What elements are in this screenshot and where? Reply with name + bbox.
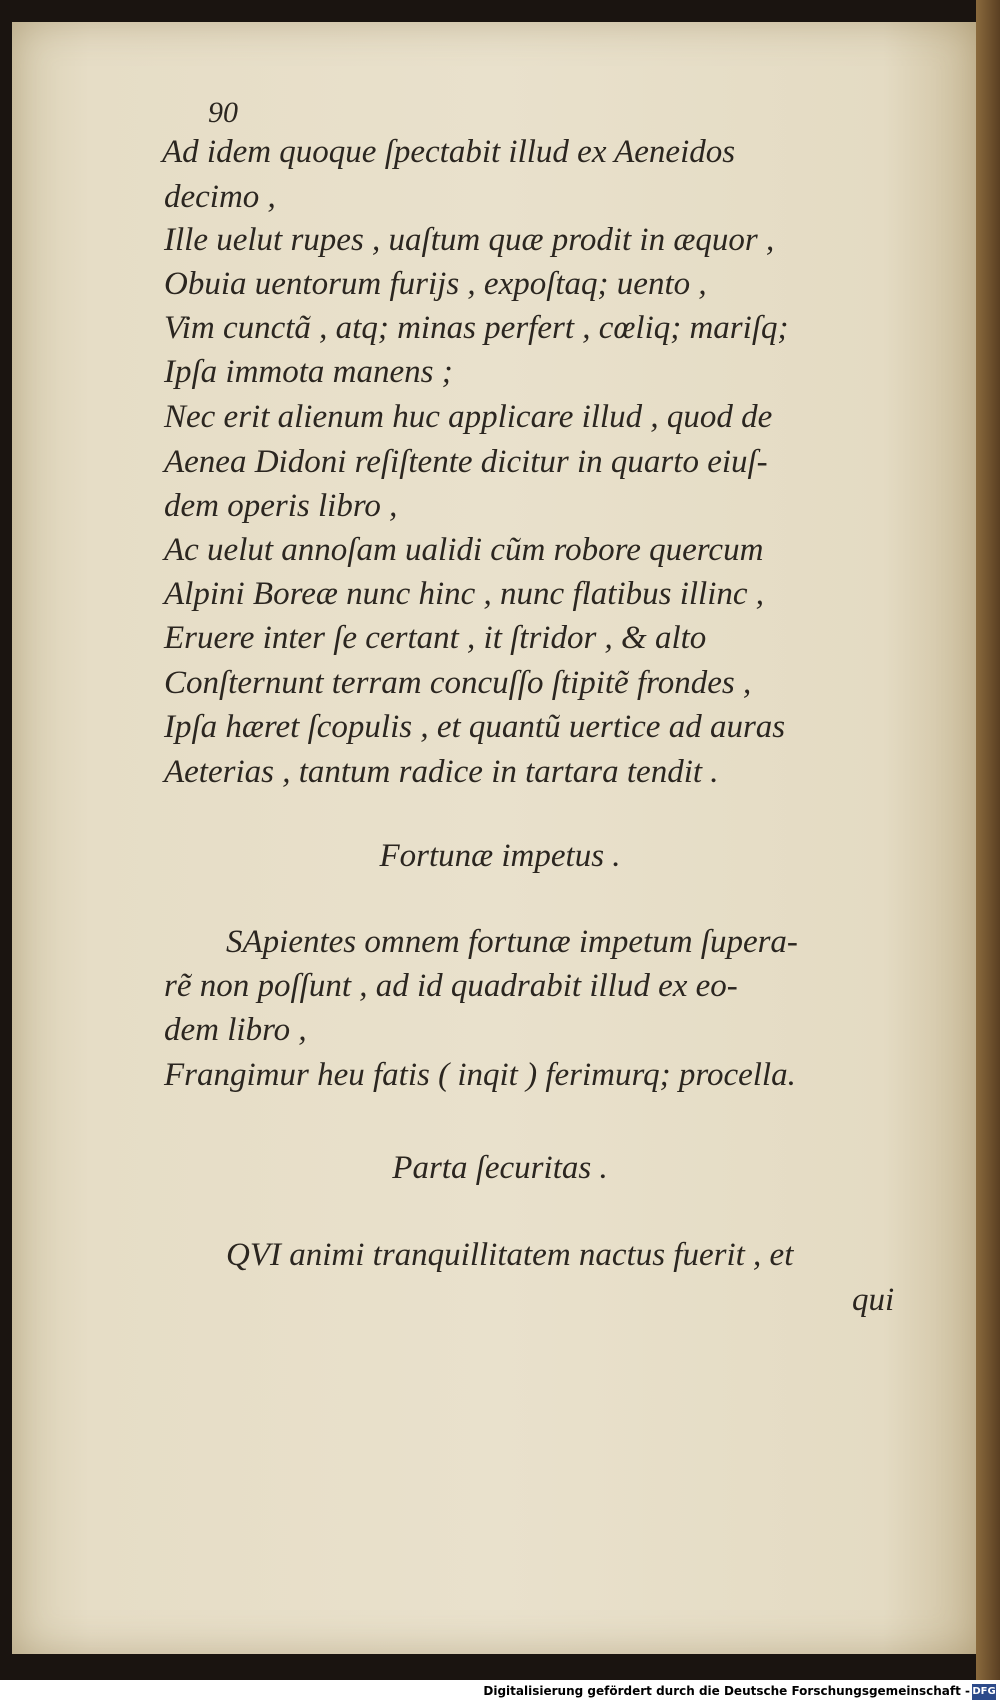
- text-line: SApientes omnem fortunæ impetum ſupera-: [226, 924, 798, 960]
- section-heading: Parta ſecuritas .: [392, 1150, 608, 1186]
- funding-credit: Digitalisierung gefördert durch die Deutsche Forschungsgemeinschaft -: [483, 1684, 970, 1698]
- section-heading: Fortunæ impetus .: [379, 838, 621, 874]
- text-line: QVI animi tranquillitatem nactus fuerit , et: [226, 1237, 794, 1273]
- text-line: Aenea Didoni reſiſtente dicitur in quarto eiuſ-: [164, 444, 768, 480]
- text-line: Ac uelut annoſam ualidi cũm robore quercum: [164, 532, 764, 568]
- text-line: Alpini Boreæ nunc hinc , nunc flatibus illinc ,: [164, 576, 765, 612]
- text-line: rẽ non poſſunt , ad id quadrabit illud ex eo-: [164, 968, 738, 1004]
- text-line: dem operis libro ,: [164, 488, 398, 524]
- text-line: Frangimur heu fatis ( inqit ) ferimurq; procella.: [164, 1057, 796, 1093]
- footer-bar: [0, 1680, 1000, 1704]
- text-line: Ipſa immota manens ;: [164, 354, 453, 390]
- text-line: Vim cunctã , atq; minas perfert , cœliq; mariſq;: [164, 310, 789, 346]
- text-line: Ad idem quoque ſpectabit illud ex Aeneidos: [162, 134, 736, 170]
- text-line: Nec erit alienum huc applicare illud , quod de: [164, 399, 773, 435]
- catchword: qui: [852, 1282, 895, 1318]
- text-line: Conſternunt terram concuſſo ſtipitẽ frondes ,: [164, 665, 752, 701]
- text-line: Ipſa hæret ſcopulis , et quantũ uertice ad auras: [164, 709, 786, 745]
- text-line: Eruere inter ſe certant , it ſtridor , & alto: [164, 620, 707, 656]
- text-line: Aeterias , tantum radice in tartara tendit .: [164, 754, 719, 790]
- text-line: Obuia uentorum furijs , expoſtaq; uento ,: [164, 266, 707, 302]
- page-number: 90: [208, 96, 238, 129]
- dfg-logo-icon: DFG: [972, 1684, 996, 1700]
- text-line: dem libro ,: [164, 1012, 307, 1048]
- text-line: decimo ,: [164, 179, 276, 215]
- text-line: Ille uelut rupes , uaſtum quæ prodit in æquor ,: [164, 222, 775, 258]
